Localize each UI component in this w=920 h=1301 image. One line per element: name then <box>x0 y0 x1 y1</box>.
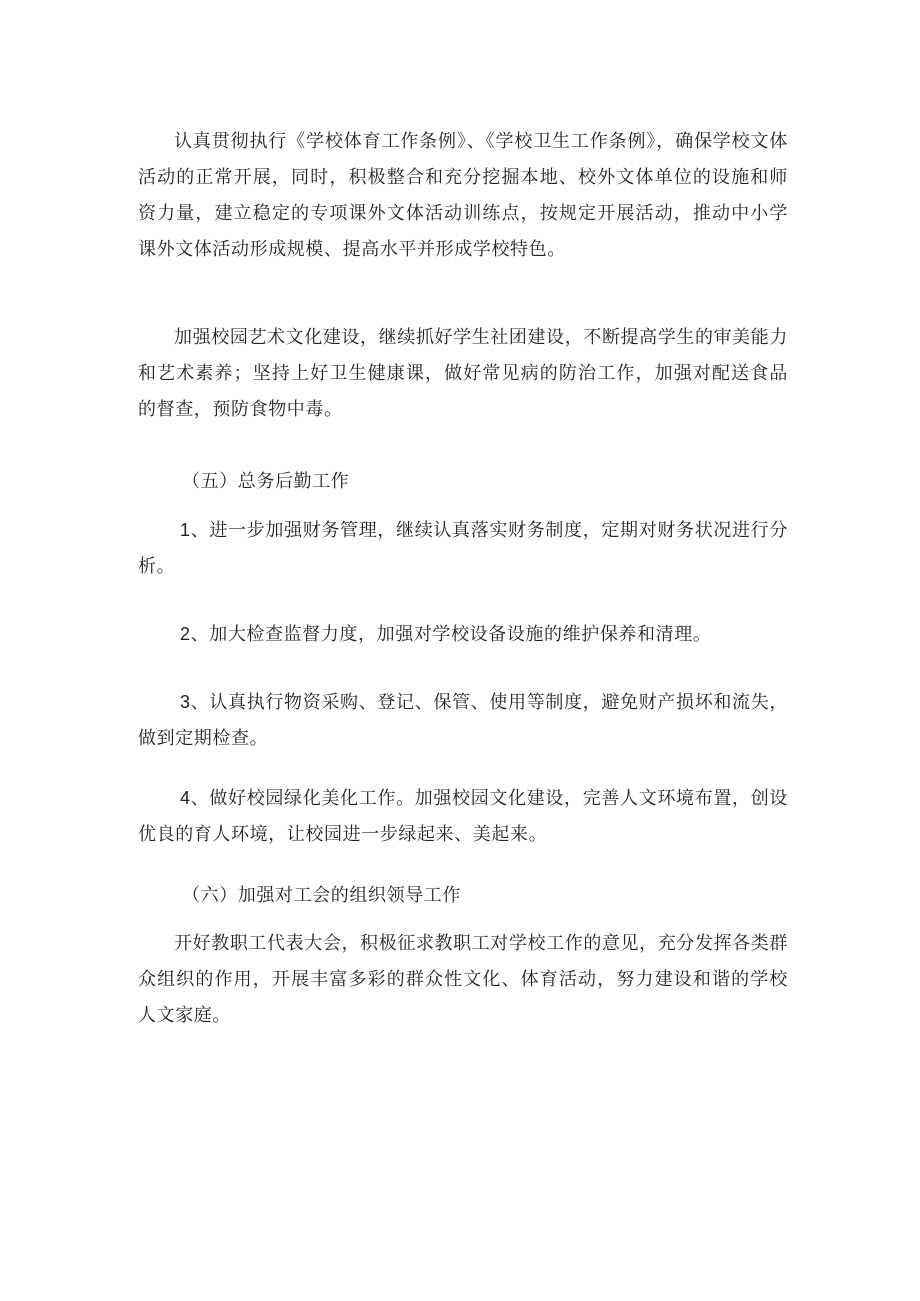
list-item-number: 1 <box>180 520 191 540</box>
section-heading-union: （六）加强对工会的组织领导工作 <box>182 885 461 906</box>
list-item-text: 、进一步加强财务管理，继续认真落实财务制度，定期对财务状况进行分析。 <box>138 520 788 577</box>
list-item-text: 、认真执行物资采购、登记、保管、使用等制度，避免财产损坏和流失，做到定期检查。 <box>138 692 788 749</box>
paragraph-sports-health: 认真贯彻执行《学校体育工作条例》、《学校卫生工作条例》，确保学校文体活动的正常开展，同时，积极整合和充分挖掘本地、校外文体单位的设施和师资力量，建立稳定的专项课外文体活动训练点，按规定开展活动，推动中小学课外文体活动形成规模、提高水平并形成学校特色。 <box>138 131 788 260</box>
list-item-greening <box>138 780 788 853</box>
list-item-number: 2 <box>180 624 191 644</box>
list-item-number: 3 <box>180 692 191 712</box>
list-item-inspection <box>138 616 788 653</box>
paragraph-campus-art: 加强校园艺术文化建设，继续抓好学生社团建设，不断提高学生的审美能力和艺术素养；坚持上好卫生健康课，做好常见病的防治工作，加强对配送食品的督查，预防食物中毒。 <box>138 327 788 420</box>
section-heading-logistics: （五）总务后勤工作 <box>182 471 350 492</box>
list-item-finance <box>138 512 788 585</box>
list-item-number: 4 <box>180 788 191 808</box>
paragraph-staff-congress: 开好教职工代表大会，积极征求教职工对学校工作的意见，充分发挥各类群众组织的作用，开展丰富多彩的群众性文化、体育活动，努力建设和谐的学校人文家庭。 <box>138 933 788 1026</box>
list-item-materials <box>138 684 788 757</box>
list-item-text: 、加大检查监督力度，加强对学校设备设施的维护保养和清理。 <box>190 624 712 645</box>
list-item-text: 、做好校园绿化美化工作。加强校园文化建设，完善人文环境布置，创设优良的育人环境，让校园进一步绿起来、美起来。 <box>138 788 788 845</box>
